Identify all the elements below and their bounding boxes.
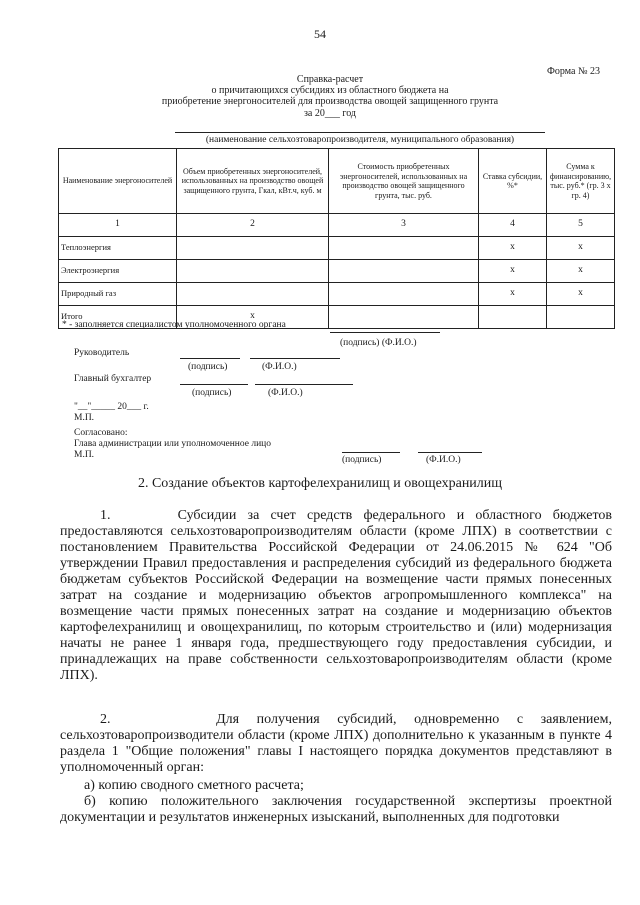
header-cost: Стоимость приобретенных энергоносителей, использованных на производство овощей защищенного грунта, тыс. руб. <box>329 149 479 214</box>
table-row <box>59 237 615 260</box>
head-sign-line <box>180 358 240 359</box>
item-a: а) копию сводного сметного расчета; <box>84 778 304 793</box>
agreed-label: Согласовано: <box>74 428 128 438</box>
column-number-row <box>59 214 615 237</box>
table-cell <box>177 260 329 283</box>
mp-stamp: М.П. <box>74 413 95 423</box>
col-num: 3 <box>329 214 479 237</box>
form-title: Справка-расчет <box>296 74 364 85</box>
table-cell: х <box>479 260 547 283</box>
accountant-sign-line <box>180 384 248 385</box>
table-cell <box>177 237 329 260</box>
admin-fio-caption: (Ф.И.О.) <box>426 455 461 465</box>
mp-stamp-2: М.П. <box>74 450 95 460</box>
accountant-fio-line <box>255 384 353 385</box>
date-line: "__"_____ 20___ г. <box>74 402 149 412</box>
form-year: за 20___ год <box>303 108 357 119</box>
table-row <box>59 260 615 283</box>
accountant-fio-caption: (Ф.И.О.) <box>268 388 303 398</box>
head-label: Руководитель <box>74 348 130 358</box>
head-fio-line <box>250 358 340 359</box>
admin-sign-caption: (подпись) <box>342 455 382 465</box>
header-volume: Объем приобретенных энергоносителей, использованных на производство овощей защищенного грунта, Гкал, кВт.ч, куб. м <box>177 149 329 214</box>
subsidy-table <box>58 148 615 329</box>
head-fio-caption: (Ф.И.О.) <box>262 362 297 372</box>
table-cell <box>177 283 329 306</box>
header-sum: Сумма к финансированию, тыс. руб.* (гр. 3 х гр. 4) <box>547 149 615 214</box>
paragraph-2: 2. Для получения субсидий, одновременно с заявлением, сельхозтоваропроизводители области (кроме ЛПХ) дополнительно к указанным в пункте 4 раздела 1 "Общие положения" главы I настоящего порядка документов представляют в уполномоченный орган: <box>60 712 612 775</box>
item-b: б) копию положительного заключения государственной экспертизы проектной документации и результатов инженерных изысканий, выполненных для подготовки <box>60 794 612 825</box>
admin-label: Глава администрации или уполномоченное лицо <box>74 439 272 449</box>
table-cell: х <box>547 283 615 306</box>
table-cell <box>329 237 479 260</box>
form-number: Форма № 23 <box>547 66 600 77</box>
admin-sign-line <box>342 452 400 453</box>
row-label: Электроэнергия <box>59 260 177 283</box>
header-energy: Наименование энергоносителей <box>59 149 177 214</box>
table-cell <box>479 306 547 329</box>
col-num: 5 <box>547 214 615 237</box>
row-label: Теплоэнергия <box>59 237 177 260</box>
table-cell: х <box>479 237 547 260</box>
table-cell: х <box>547 237 615 260</box>
table-cell <box>329 306 479 329</box>
table-header-row <box>59 149 615 214</box>
table-cell: х <box>547 260 615 283</box>
table-row <box>59 283 615 306</box>
paragraph-1: 1. Субсидии за счет средств федерального и областного бюджетов предоставляются сельхозтоваропроизводителям области (кроме ЛПХ) в соответствии с постановлением Правительства Российской Федерации от 24.06.2015 № 624 "Об утверждении Правил предоставления и распределения субсидий из федерального бюджета бюджетам субъектов Российской Федерации на возмещение части прямых понесенных затрат на создание и модернизацию объектов агропромышленного комплекса" на возмещение части прямых понесенных затрат на создание и модернизацию объектов картофелехранилищ и овощехранилищ, по которым строительство и (или) модернизация начаты не ранее 1 января года, предшествующего году предоставления субсидии, и принадлежащих на праве собственности сельхозтоваропроизводителям области (кроме ЛПХ). <box>60 508 612 683</box>
recipient-caption: (наименование сельхозтоваропроизводителя, муниципального образования) <box>205 135 515 145</box>
col-num: 4 <box>479 214 547 237</box>
table-cell: х <box>177 306 329 329</box>
table-cell: х <box>479 283 547 306</box>
specialist-caption: (подпись) (Ф.И.О.) <box>340 338 417 348</box>
table-cell <box>329 260 479 283</box>
recipient-line <box>175 132 545 133</box>
row-label: Природный газ <box>59 283 177 306</box>
form-subtitle-2: приобретение энергоносителей для производства овощей защищенного грунта <box>161 96 499 107</box>
section-title: 2. Создание объектов картофелехранилищ и овощехранилищ <box>137 476 503 491</box>
table-cell <box>329 283 479 306</box>
form-subtitle-1: о причитающихся субсидиях из областного бюджета на <box>211 85 449 96</box>
col-num: 1 <box>59 214 177 237</box>
col-num: 2 <box>177 214 329 237</box>
table-cell <box>547 306 615 329</box>
specialist-sign-line <box>330 332 440 333</box>
footnote: * - заполняется специалистом уполномоченного органа <box>62 320 286 330</box>
header-rate: Ставка субсидии, %* <box>479 149 547 214</box>
accountant-sign-caption: (подпись) <box>192 388 232 398</box>
accountant-label: Главный бухгалтер <box>74 374 152 384</box>
page-number: 54 <box>314 27 326 41</box>
admin-fio-line <box>418 452 482 453</box>
row-label: Итого <box>59 306 177 329</box>
head-sign-caption: (подпись) <box>188 362 228 372</box>
